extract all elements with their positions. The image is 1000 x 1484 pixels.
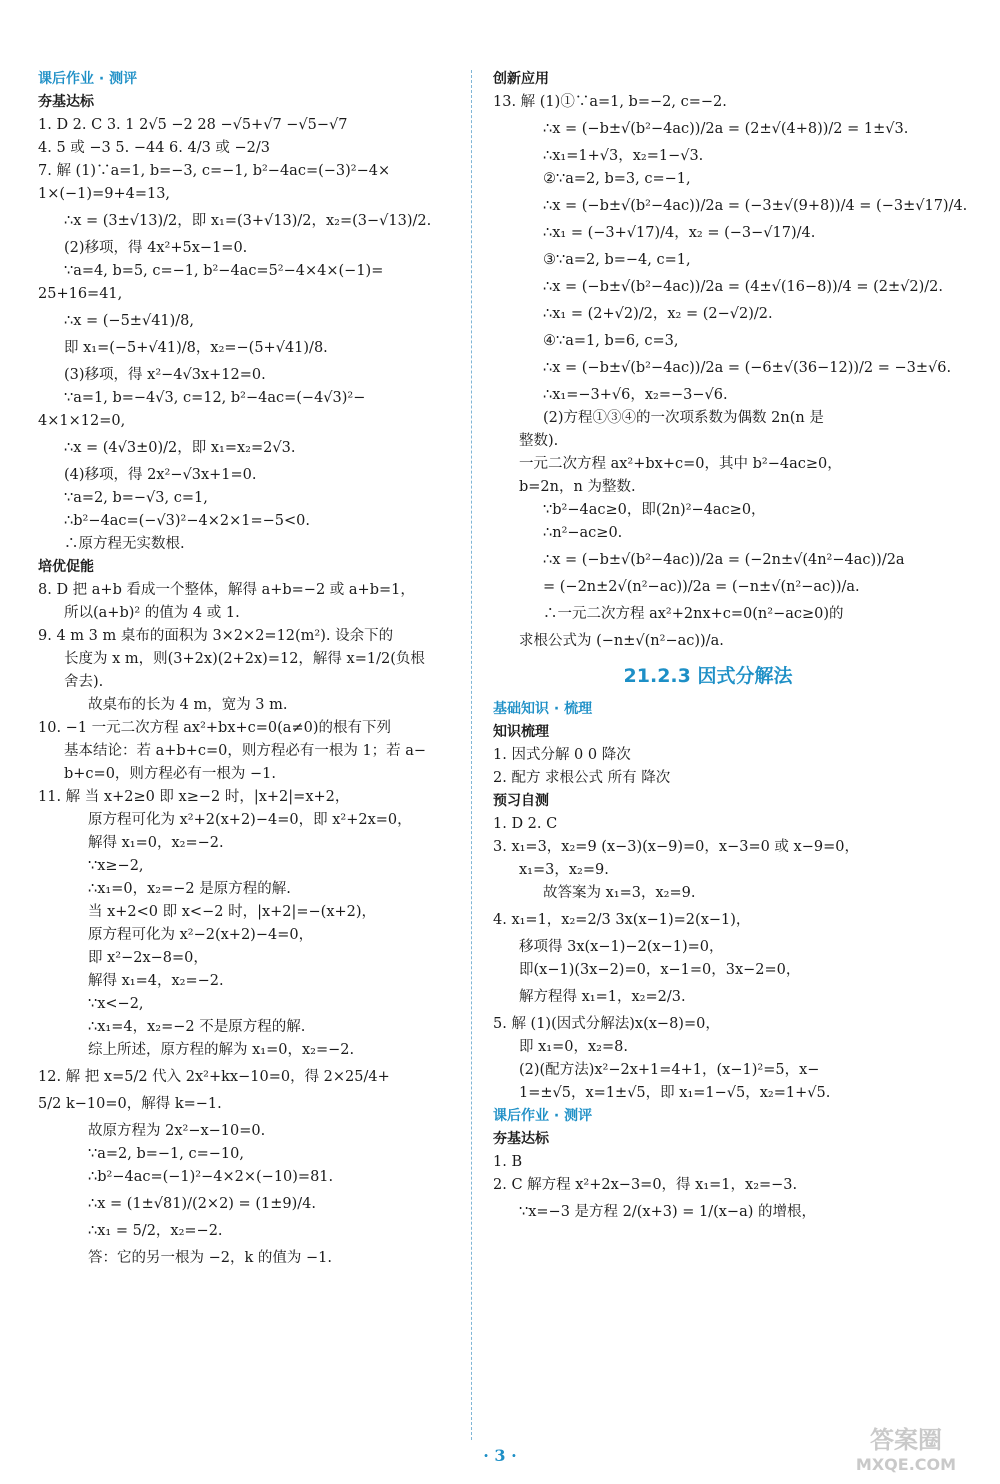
answer-line: (3)移项，得 x²−4√3x+12=0.	[64, 367, 266, 383]
answer-line: ∵b²−4ac≥0，即(2n)²−4ac≥0，	[543, 502, 766, 518]
answer-line: 解得 x₁=0，x₂=−2.	[88, 835, 224, 851]
answer-line: ∴x₁ = 5/2，x₂=−2.	[88, 1223, 223, 1239]
subsection-heading: 知识梳理	[493, 724, 549, 740]
answer-line: ②∵a=2, b=3, c=−1,	[543, 171, 691, 187]
answer-line: 10. −1 一元二次方程 ax²+bx+c=0(a≠0)的根有下列	[38, 720, 391, 736]
answer-line: 故答案为 x₁=3，x₂=9.	[543, 885, 696, 901]
watermark-logo	[826, 1418, 986, 1478]
answer-line: 一元二次方程 ax²+bx+c=0，其中 b²−4ac≥0，	[519, 456, 842, 472]
answer-line: ∴x₁ = (−3+√17)/4，x₂ = (−3−√17)/4.	[543, 225, 816, 241]
section-heading: 基础知识 · 梳理	[493, 701, 593, 717]
answer-line: ∵x≥−2,	[88, 858, 144, 874]
answer-line: 4. x₁=1，x₂=2/3 3x(x−1)=2(x−1)，	[493, 912, 751, 928]
answer-line: ∴x = (−b±√(b²−4ac))/2a = (−2n±√(4n²−4ac))/2a	[543, 552, 905, 568]
answer-line: (2)方程①③④的一次项系数为偶数 2n(n 是	[543, 410, 824, 426]
answer-line: ∴x = (3±√13)/2，即 x₁=(3+√13)/2，x₂=(3−√13)/2.	[64, 213, 432, 229]
answer-line: ∵a=4, b=5, c=−1, b²−4ac=5²−4×4×(−1)=	[64, 263, 384, 279]
answer-line: = (−2n±2√(n²−ac))/2a = (−n±√(n²−ac))/a.	[543, 579, 860, 595]
answer-line: ∴x = (−b±√(b²−4ac))/2a = (4±√(16−8))/4 = (2±√2)/2.	[543, 279, 943, 295]
answer-line: 1. D 2. C 3. 1 2√5 −2 28 −√5+√7 −√5−√7	[38, 117, 348, 133]
page-number: · 3 ·	[483, 1446, 517, 1465]
answer-line: 1. B	[493, 1154, 523, 1170]
answer-line: 25+16=41,	[38, 286, 123, 302]
answer-line: ④∵a=1, b=6, c=3,	[543, 333, 679, 349]
answer-line: 5/2 k−10=0，解得 k=−1.	[38, 1096, 222, 1112]
subsection-heading: 预习自测	[493, 793, 549, 809]
answer-line: ∵a=2, b=−1, c=−10,	[88, 1146, 244, 1162]
answer-line: ∴x = (4√3±0)/2，即 x₁=x₂=2√3.	[64, 440, 296, 456]
answer-line: 11. 解 当 x+2≥0 即 x≥−2 时，|x+2|=x+2，	[38, 789, 350, 805]
answer-line: ③∵a=2, b=−4, c=1,	[543, 252, 691, 268]
answer-line: ∴x = (−b±√(b²−4ac))/2a = (2±√(4+8))/2 = 1±√3.	[543, 121, 909, 137]
answer-line: x₁=3，x₂=9.	[519, 862, 609, 878]
answer-line: 1×(−1)=9+4=13,	[38, 186, 171, 202]
answer-line: 即(x−1)(3x−2)=0，x−1=0，3x−2=0，	[519, 962, 801, 978]
svg-text:答案圈: 答案圈	[870, 1426, 942, 1454]
answer-line: 7. 解 (1)∵a=1, b=−3, c=−1, b²−4ac=(−3)²−4×	[38, 163, 391, 179]
left-column	[38, 68, 463, 1270]
answer-line: 求根公式为 (−n±√(n²−ac))/a.	[519, 633, 724, 649]
answer-line: 即 x₁=(−5+√41)/8，x₂=−(5+√41)/8.	[64, 340, 328, 356]
chapter-heading: 21.2.3 因式分解法	[623, 665, 793, 687]
answer-line: ∴b²−4ac=(−√3)²−4×2×1=−5<0.	[64, 513, 310, 529]
answer-line: 1=±√5，x=1±√5，即 x₁=1−√5，x₂=1+√5.	[519, 1085, 831, 1101]
answer-line: 即 x₁=0，x₂=8.	[519, 1039, 628, 1055]
answer-line: (2)(配方法)x²−2x+1=4+1，(x−1)²=5，x−	[519, 1062, 820, 1078]
answer-line: 移项得 3x(x−1)−2(x−1)=0，	[519, 939, 724, 955]
answer-line: ∴x = (−b±√(b²−4ac))/2a = (−6±√(36−12))/2 = −3±√6.	[543, 360, 952, 376]
answer-line: ∴x = (1±√81)/(2×2) = (1±9)/4.	[88, 1196, 316, 1212]
answer-line: 原方程可化为 x²−2(x+2)−4=0，	[88, 927, 314, 943]
answer-line: 长度为 x m，则(3+2x)(2+2x)=12，解得 x=1/2(负根	[64, 651, 425, 667]
answer-line: ∴一元二次方程 ax²+2nx+c=0(n²−ac≥0)的	[543, 606, 844, 622]
answer-line: 2. C 解方程 x²+2x−3=0，得 x₁=1，x₂=−3.	[493, 1177, 798, 1193]
subsection-heading: 培优促能	[38, 559, 94, 575]
answer-line: 5. 解 (1)(因式分解法)x(x−8)=0，	[493, 1016, 720, 1032]
answer-line: 3. x₁=3，x₂=9 (x−3)(x−9)=0，x−3=0 或 x−9=0，	[493, 839, 859, 855]
answer-line: 整数).	[519, 433, 559, 449]
answer-line: 基本结论：若 a+b+c=0，则方程必有一根为 1；若 a−	[64, 743, 427, 759]
answer-line: ∴x₁=0，x₂=−2 是原方程的解.	[88, 881, 291, 897]
answer-line: 1. 因式分解 0 0 降次	[493, 747, 631, 763]
section-heading: 课后作业 · 测评	[38, 71, 138, 87]
answer-line: 1. D 2. C	[493, 816, 558, 832]
subsection-heading: 夯基达标	[38, 94, 94, 110]
answer-line: 答：它的另一根为 −2，k 的值为 −1.	[88, 1250, 332, 1266]
answer-line: 故原方程为 2x²−x−10=0.	[88, 1123, 266, 1139]
answer-line: 9. 4 m 3 m 桌布的面积为 3×2×2=12(m²). 设余下的	[38, 628, 394, 644]
subsection-heading: 夯基达标	[493, 1131, 549, 1147]
answer-line: 4. 5 或 −3 5. −44 6. 4/3 或 −2/3	[38, 140, 271, 156]
answer-line: 当 x+2<0 即 x<−2 时，|x+2|=−(x+2)，	[88, 904, 377, 920]
answer-line: 舍去).	[64, 674, 104, 690]
answer-line: b+c=0，则方程必有一根为 −1.	[64, 766, 277, 782]
answer-line: ∵a=2, b=−√3, c=1,	[64, 490, 208, 506]
answer-line: 8. D 把 a+b 看成一个整体，解得 a+b=−2 或 a+b=1，	[38, 582, 415, 598]
answer-line: 原方程可化为 x²+2(x+2)−4=0，即 x²+2x=0，	[88, 812, 412, 828]
answer-line: ∴x₁=4，x₂=−2 不是原方程的解.	[88, 1019, 306, 1035]
answer-line: 解得 x₁=4，x₂=−2.	[88, 973, 224, 989]
answer-line: (4)移项，得 2x²−√3x+1=0.	[64, 467, 257, 483]
answer-line: ∴x₁=−3+√6，x₂=−3−√6.	[543, 387, 728, 403]
answer-line: ∴原方程无实数根.	[64, 536, 185, 552]
answer-line: ∴x₁=1+√3，x₂=1−√3.	[543, 148, 704, 164]
section-heading: 课后作业 · 测评	[493, 1108, 593, 1124]
answer-line: ∴x = (−5±√41)/8,	[64, 313, 195, 329]
answer-line: ∴x₁ = (2+√2)/2，x₂ = (2−√2)/2.	[543, 306, 773, 322]
answer-line: 综上所述，原方程的解为 x₁=0，x₂=−2.	[88, 1042, 355, 1058]
svg-text:MXQE.COM: MXQE.COM	[855, 1455, 957, 1474]
answer-line: ∴b²−4ac=(−1)²−4×2×(−10)=81.	[88, 1169, 334, 1185]
answer-line: 2. 配方 求根公式 所有 降次	[493, 770, 671, 786]
answer-line: ∴n²−ac≥0.	[543, 525, 623, 541]
answer-line: ∵x=−3 是方程 2/(x+3) = 1/(x−a) 的增根，	[519, 1204, 816, 1220]
answer-line: b=2n，n 为整数.	[519, 479, 636, 495]
subsection-heading: 创新应用	[493, 71, 549, 87]
answer-line: ∵a=1, b=−4√3, c=12, b²−4ac=(−4√3)²−	[64, 390, 366, 406]
column-divider	[471, 70, 472, 1440]
answer-line: ∴x = (−b±√(b²−4ac))/2a = (−3±√(9+8))/4 = (−3±√17)/4.	[543, 198, 968, 214]
answer-line: ∵x<−2,	[88, 996, 144, 1012]
answer-line: 解方程得 x₁=1，x₂=2/3.	[519, 989, 686, 1005]
answer-line: 所以(a+b)² 的值为 4 或 1.	[64, 605, 240, 621]
right-column	[493, 68, 968, 1228]
answer-line: (2)移项，得 4x²+5x−1=0.	[64, 240, 248, 256]
answer-line: 故桌布的长为 4 m，宽为 3 m.	[88, 697, 288, 713]
answer-line: 13. 解 (1)①∵a=1, b=−2, c=−2.	[493, 94, 727, 110]
answer-line: 4×1×12=0,	[38, 413, 126, 429]
answer-line: 12. 解 把 x=5/2 代入 2x²+kx−10=0，得 2×25/4+	[38, 1069, 390, 1085]
answer-line: 即 x²−2x−8=0，	[88, 950, 208, 966]
